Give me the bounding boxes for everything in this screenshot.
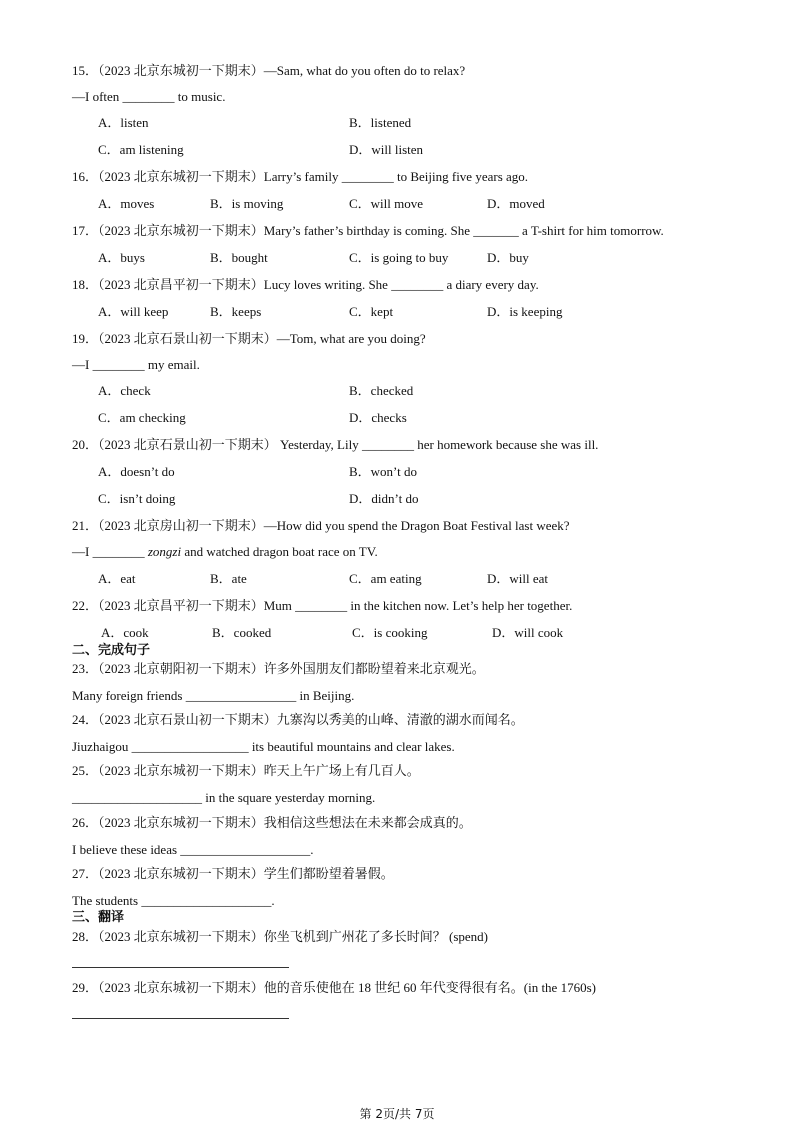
q25-answer: ____________________ in the square yesterday morning. — [72, 790, 376, 805]
q24-answer: Jiuzhaigou __________________ its beautiful mountains and clear lakes. — [72, 739, 455, 754]
q15-option-c: C．am listening — [98, 142, 184, 157]
q21-answer-post: and watched dragon boat race on TV. — [181, 544, 378, 559]
q21-option-a: A．eat — [98, 571, 136, 586]
q15-option-a: A．listen — [98, 115, 149, 130]
q28-stem: 28．（2023 北京东城初一下期末）你坐飞机到广州花了多长时间？ (spend) — [72, 929, 488, 944]
q26-stem: 26．（2023 北京东城初一下期末）我相信这些想法在未来都会成真的。 — [72, 815, 472, 830]
q19-option-a: A．check — [98, 383, 151, 398]
q27-stem: 27．（2023 北京东城初一下期末）学生们都盼望着暑假。 — [72, 866, 394, 881]
q15-stem: 15．（2023 北京东城初一下期末）—Sam, what do you often do to relax? — [72, 63, 466, 78]
q20-option-a: A．doesn’t do — [98, 464, 175, 479]
q16-option-a: A．moves — [98, 196, 155, 211]
q23-stem: 23．（2023 北京朝阳初一下期末）许多外国朋友们都盼望着来北京观光。 — [72, 661, 485, 676]
q23-answer: Many foreign friends _________________ in Beijing. — [72, 688, 355, 703]
q16-option-d: D．moved — [487, 196, 545, 211]
q29-stem: 29．（2023 北京东城初一下期末）他的音乐使他在 18 世纪 60 年代变得很有名。(in the 1760s) — [72, 980, 596, 995]
q18-option-b: B．keeps — [210, 304, 262, 319]
q22-option-d: D．will cook — [492, 625, 564, 640]
q21-option-c: C．am eating — [349, 571, 422, 586]
q17-option-a: A．buys — [98, 250, 145, 265]
q22-option-c: C．is cooking — [352, 625, 428, 640]
q19-option-c: C．am checking — [98, 410, 186, 425]
q21-answer-pre: —I ________ — [72, 544, 148, 559]
q16-option-b: B．is moving — [210, 196, 284, 211]
q22-stem: 22．（2023 北京昌平初一下期末）Mum ________ in the kitchen now. Let’s help her together. — [72, 598, 573, 613]
q15-answer: —I often ________ to music. — [72, 89, 226, 104]
q22-option-a: A．cook — [101, 625, 149, 640]
section-2-title: 二、完成句子 — [72, 643, 151, 658]
q15-option-b: B．listened — [349, 115, 412, 130]
q25-stem: 25．（2023 北京东城初一下期末）昨天上午广场上有几百人。 — [72, 763, 420, 778]
q17-option-d: D．buy — [487, 250, 529, 265]
q27-answer: The students ____________________. — [72, 893, 275, 908]
q21-stem: 21．（2023 北京房山初一下期末）—How did you spend the Dragon Boat Festival last week? — [72, 518, 570, 533]
q18-stem: 18．（2023 北京昌平初一下期末）Lucy loves writing. She ________ a diary every day. — [72, 277, 539, 292]
q26-answer: I believe these ideas ____________________. — [72, 842, 314, 857]
q19-stem: 19．（2023 北京石景山初一下期末）—Tom, what are you doing? — [72, 331, 426, 346]
q18-option-a: A．will keep — [98, 304, 169, 319]
q19-option-b: B．checked — [349, 383, 414, 398]
q29-answer-line — [72, 1018, 289, 1019]
q20-option-c: C．isn’t doing — [98, 491, 176, 506]
q16-option-c: C．will move — [349, 196, 424, 211]
q20-option-b: B．won’t do — [349, 464, 418, 479]
q21-answer — [72, 544, 378, 560]
q22-option-b: B．cooked — [212, 625, 272, 640]
q17-option-b: B．bought — [210, 250, 268, 265]
q17-stem: 17．（2023 北京东城初一下期末）Mary’s father’s birthday is coming. She _______ a T-shirt for him tomorrow. — [72, 223, 664, 238]
q18-option-c: C．kept — [349, 304, 394, 319]
section-3-title: 三、翻译 — [72, 910, 125, 925]
q19-option-d: D．checks — [349, 410, 407, 425]
q21-answer-zongzi: zongzi — [147, 544, 182, 559]
q18-option-d: D．is keeping — [487, 304, 563, 319]
q16-stem: 16．（2023 北京东城初一下期末）Larry’s family ________ to Beijing five years ago. — [72, 169, 529, 184]
q20-stem: 20．（2023 北京石景山初一下期末） Yesterday, Lily ________ her homework because she was ill. — [72, 437, 599, 452]
q21-option-d: D．will eat — [487, 571, 549, 586]
q21-option-b: B．ate — [210, 571, 247, 586]
q20-option-d: D．didn’t do — [349, 491, 419, 506]
page-footer: 第 2页/共 7页 — [359, 1107, 435, 1121]
q15-option-d: D．will listen — [349, 142, 424, 157]
q19-answer: —I ________ my email. — [72, 357, 200, 372]
q24-stem: 24．（2023 北京石景山初一下期末）九寨沟以秀美的山峰、清澈的湖水而闻名。 — [72, 712, 524, 727]
q17-option-c: C．is going to buy — [349, 250, 449, 265]
q28-answer-line — [72, 967, 289, 968]
